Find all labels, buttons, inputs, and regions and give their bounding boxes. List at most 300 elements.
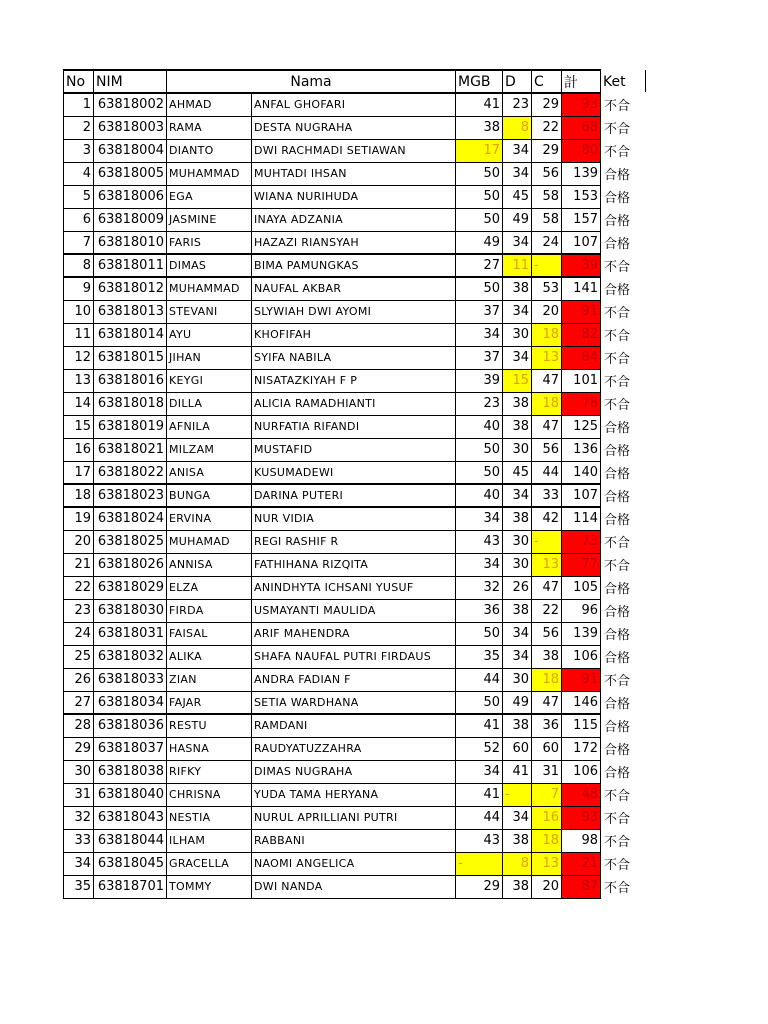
cell-nim: 63818009: [94, 208, 167, 231]
cell-c: 20: [532, 300, 562, 323]
cell-d: 26: [503, 576, 532, 599]
cell-no: 28: [64, 714, 94, 737]
cell-total: 82: [562, 323, 601, 346]
cell-c: 47: [532, 415, 562, 438]
cell-c: 33: [532, 484, 562, 507]
cell-no: 31: [64, 783, 94, 806]
cell-ket: 不合: [604, 306, 631, 321]
cell-first-name: ERVINA: [167, 507, 252, 530]
cell-first-name: BUNGA: [167, 484, 252, 507]
cell-total: 106: [562, 645, 601, 668]
cell-first-name: AFNILA: [167, 415, 252, 438]
cell-d: 60: [503, 737, 532, 760]
cell-last-name: HAZAZI RIANSYAH: [252, 231, 456, 254]
cell-nim: 63818002: [94, 93, 167, 116]
cell-last-name: DIMAS NUGRAHA: [252, 760, 456, 783]
cell-no: 22: [64, 576, 94, 599]
cell-c: 29: [532, 139, 562, 162]
cell-c: 18: [532, 323, 562, 346]
cell-d: -: [503, 783, 532, 806]
cell-no: 30: [64, 760, 94, 783]
cell-d: 49: [503, 208, 532, 231]
cell-last-name: ARIF MAHENDRA: [252, 622, 456, 645]
cell-no: 1: [64, 93, 94, 116]
cell-first-name: DIANTO: [167, 139, 252, 162]
cell-nim: 63818032: [94, 645, 167, 668]
cell-mgb: 50: [456, 162, 503, 185]
cell-last-name: REGI RASHIF R: [252, 530, 456, 553]
cell-last-name: BIMA PAMUNGKAS: [252, 254, 456, 277]
cell-c: 47: [532, 369, 562, 392]
cell-total: 84: [562, 346, 601, 369]
cell-d: 34: [503, 806, 532, 829]
cell-nim: 63818014: [94, 323, 167, 346]
cell-ket: 不合: [604, 812, 631, 827]
cell-d: 38: [503, 829, 532, 852]
cell-d: 38: [503, 875, 532, 898]
cell-total: 73: [562, 530, 601, 553]
cell-first-name: RAMA: [167, 116, 252, 139]
cell-c: 47: [532, 691, 562, 714]
cell-nim: 63818013: [94, 300, 167, 323]
cell-no: 5: [64, 185, 94, 208]
cell-d: 34: [503, 484, 532, 507]
table-row: [64, 806, 656, 829]
cell-total: 101: [562, 369, 601, 392]
cell-mgb: 29: [456, 875, 503, 898]
cell-last-name: INAYA ADZANIA: [252, 208, 456, 231]
cell-ket: 不合: [604, 352, 631, 367]
cell-last-name: SYIFA NABILA: [252, 346, 456, 369]
cell-c: 58: [532, 185, 562, 208]
table-row: [64, 737, 656, 760]
cell-d: 8: [503, 852, 532, 875]
table-row: [64, 300, 656, 323]
cell-total: 77: [562, 553, 601, 576]
cell-ket: 合格: [604, 283, 631, 298]
table-row: [64, 875, 656, 898]
cell-c: 58: [532, 208, 562, 231]
cell-c: 13: [532, 553, 562, 576]
cell-ket: 不合: [604, 559, 631, 574]
cell-mgb: 50: [456, 438, 503, 461]
cell-no: 27: [64, 691, 94, 714]
table-row: [64, 461, 656, 484]
table-row: [64, 622, 656, 645]
cell-nim: 63818044: [94, 829, 167, 852]
cell-ket: 合格: [604, 720, 631, 735]
cell-mgb: 50: [456, 461, 503, 484]
cell-nim: 63818023: [94, 484, 167, 507]
cell-c: 38: [532, 645, 562, 668]
cell-d: 38: [503, 277, 532, 300]
cell-total: 172: [562, 737, 601, 760]
table-row: [64, 507, 656, 530]
cell-mgb: 44: [456, 806, 503, 829]
cell-nim: 63818025: [94, 530, 167, 553]
cell-d: 34: [503, 622, 532, 645]
cell-d: 38: [503, 714, 532, 737]
table-row: [64, 553, 656, 576]
cell-ket: 合格: [604, 237, 631, 252]
cell-total: 139: [562, 162, 601, 185]
cell-total: 106: [562, 760, 601, 783]
header-nim: NIM: [94, 70, 167, 93]
cell-last-name: DESTA NUGRAHA: [252, 116, 456, 139]
table-row: [64, 530, 656, 553]
cell-no: 21: [64, 553, 94, 576]
cell-d: 34: [503, 346, 532, 369]
cell-last-name: USMAYANTI MAULIDA: [252, 599, 456, 622]
cell-first-name: FAISAL: [167, 622, 252, 645]
cell-no: 23: [64, 599, 94, 622]
cell-d: 34: [503, 162, 532, 185]
cell-ket: 合格: [604, 490, 631, 505]
cell-first-name: RESTU: [167, 714, 252, 737]
cell-mgb: -: [456, 852, 503, 875]
cell-last-name: KUSUMADEWI: [252, 461, 456, 484]
cell-last-name: WIANA NURIHUDA: [252, 185, 456, 208]
cell-first-name: FARIS: [167, 231, 252, 254]
cell-c: 7: [532, 783, 562, 806]
table-row: [64, 783, 656, 806]
cell-total: 114: [562, 507, 601, 530]
cell-nim: 63818005: [94, 162, 167, 185]
cell-ket: 合格: [604, 214, 631, 229]
cell-ket: 合格: [604, 766, 631, 781]
header-mgb: MGB: [456, 70, 503, 93]
cell-last-name: SLYWIAH DWI AYOMI: [252, 300, 456, 323]
cell-d: 30: [503, 323, 532, 346]
cell-d: 30: [503, 668, 532, 691]
cell-last-name: MUHTADI IHSAN: [252, 162, 456, 185]
cell-nim: 63818018: [94, 392, 167, 415]
cell-last-name: NAOMI ANGELICA: [252, 852, 456, 875]
cell-first-name: FIRDA: [167, 599, 252, 622]
cell-ket: 合格: [604, 467, 631, 482]
cell-last-name: NURUL APRILLIANI PUTRI: [252, 806, 456, 829]
cell-no: 13: [64, 369, 94, 392]
cell-no: 4: [64, 162, 94, 185]
cell-mgb: 50: [456, 622, 503, 645]
cell-c: 18: [532, 668, 562, 691]
cell-d: 38: [503, 392, 532, 415]
cell-first-name: NESTIA: [167, 806, 252, 829]
cell-c: 56: [532, 622, 562, 645]
cell-no: 16: [64, 438, 94, 461]
cell-first-name: RIFKY: [167, 760, 252, 783]
cell-ket: 不合: [604, 881, 631, 896]
cell-mgb: 39: [456, 369, 503, 392]
cell-c: 53: [532, 277, 562, 300]
cell-first-name: ELZA: [167, 576, 252, 599]
cell-total: 93: [562, 806, 601, 829]
header-ket: Ket: [603, 73, 626, 90]
cell-mgb: 36: [456, 599, 503, 622]
cell-ket: 不合: [604, 99, 631, 114]
cell-d: 30: [503, 553, 532, 576]
header-c: C: [532, 70, 562, 93]
cell-no: 2: [64, 116, 94, 139]
cell-first-name: EGA: [167, 185, 252, 208]
cell-no: 3: [64, 139, 94, 162]
cell-ket: 合格: [604, 444, 631, 459]
cell-no: 6: [64, 208, 94, 231]
table-row: [64, 484, 656, 507]
cell-mgb: 40: [456, 415, 503, 438]
cell-first-name: MILZAM: [167, 438, 252, 461]
cell-d: 30: [503, 438, 532, 461]
cell-c: -: [532, 254, 562, 277]
cell-d: 34: [503, 231, 532, 254]
cell-nim: 63818031: [94, 622, 167, 645]
header-row: [64, 70, 656, 93]
score-table: [63, 69, 656, 899]
table-row: [64, 714, 656, 737]
cell-nim: 63818029: [94, 576, 167, 599]
cell-total: 105: [562, 576, 601, 599]
cell-nim: 63818701: [94, 875, 167, 898]
cell-mgb: 34: [456, 760, 503, 783]
cell-first-name: DIMAS: [167, 254, 252, 277]
cell-no: 10: [64, 300, 94, 323]
cell-c: 13: [532, 346, 562, 369]
table-row: [64, 645, 656, 668]
header-nama: Nama: [167, 70, 456, 93]
cell-total: 91: [562, 668, 601, 691]
cell-nim: 63818016: [94, 369, 167, 392]
cell-no: 35: [64, 875, 94, 898]
cell-ket: 不合: [604, 145, 631, 160]
cell-no: 17: [64, 461, 94, 484]
cell-d: 38: [503, 599, 532, 622]
cell-d: 34: [503, 300, 532, 323]
cell-last-name: DWI RACHMADI SETIAWAN: [252, 139, 456, 162]
cell-ket: 不合: [604, 536, 631, 551]
cell-last-name: NISATAZKIYAH F P: [252, 369, 456, 392]
cell-first-name: AYU: [167, 323, 252, 346]
cell-first-name: ILHAM: [167, 829, 252, 852]
cell-ket: 合格: [604, 191, 631, 206]
cell-last-name: KHOFIFAH: [252, 323, 456, 346]
table-row: [64, 691, 656, 714]
cell-last-name: ALICIA RAMADHIANTI: [252, 392, 456, 415]
cell-total: 98: [562, 829, 601, 852]
cell-d: 30: [503, 530, 532, 553]
cell-last-name: RAMDANI: [252, 714, 456, 737]
cell-nim: 63818010: [94, 231, 167, 254]
cell-first-name: ANNISA: [167, 553, 252, 576]
cell-no: 15: [64, 415, 94, 438]
cell-c: 24: [532, 231, 562, 254]
cell-d: 45: [503, 461, 532, 484]
cell-c: -: [532, 530, 562, 553]
table-row: [64, 254, 656, 277]
cell-nim: 63818038: [94, 760, 167, 783]
cell-ket: 不合: [604, 329, 631, 344]
cell-no: 33: [64, 829, 94, 852]
cell-no: 24: [64, 622, 94, 645]
cell-mgb: 50: [456, 691, 503, 714]
cell-first-name: JIHAN: [167, 346, 252, 369]
cell-d: 15: [503, 369, 532, 392]
cell-last-name: ANDRA FADIAN F: [252, 668, 456, 691]
cell-no: 26: [64, 668, 94, 691]
cell-total: 153: [562, 185, 601, 208]
cell-mgb: 37: [456, 300, 503, 323]
cell-c: 31: [532, 760, 562, 783]
cell-no: 19: [64, 507, 94, 530]
cell-nim: 63818006: [94, 185, 167, 208]
cell-c: 13: [532, 852, 562, 875]
cell-no: 14: [64, 392, 94, 415]
cell-total: 78: [562, 392, 601, 415]
table-row: [64, 599, 656, 622]
cell-no: 32: [64, 806, 94, 829]
cell-first-name: GRACELLA: [167, 852, 252, 875]
cell-d: 41: [503, 760, 532, 783]
cell-d: 45: [503, 185, 532, 208]
cell-total: 107: [562, 231, 601, 254]
cell-no: 34: [64, 852, 94, 875]
cell-c: 42: [532, 507, 562, 530]
cell-ket: 不合: [604, 858, 631, 873]
cell-no: 29: [64, 737, 94, 760]
table-row: [64, 392, 656, 415]
cell-mgb: 50: [456, 185, 503, 208]
cell-d: 38: [503, 415, 532, 438]
cell-ket: 不合: [604, 835, 631, 850]
table-row: [64, 668, 656, 691]
cell-nim: 63818026: [94, 553, 167, 576]
cell-total: 91: [562, 300, 601, 323]
cell-first-name: ANISA: [167, 461, 252, 484]
table-row: [64, 415, 656, 438]
cell-ket: 不合: [604, 398, 631, 413]
cell-c: 16: [532, 806, 562, 829]
cell-mgb: 32: [456, 576, 503, 599]
table-row: [64, 162, 656, 185]
cell-ket: 不合: [604, 260, 631, 275]
cell-mgb: 38: [456, 116, 503, 139]
cell-mgb: 44: [456, 668, 503, 691]
cell-c: 56: [532, 162, 562, 185]
cell-total: 115: [562, 714, 601, 737]
cell-last-name: SETIA WARDHANA: [252, 691, 456, 714]
cell-nim: 63818011: [94, 254, 167, 277]
cell-total: 136: [562, 438, 601, 461]
header-d: D: [503, 70, 532, 93]
cell-d: 11: [503, 254, 532, 277]
cell-last-name: NAUFAL AKBAR: [252, 277, 456, 300]
cell-last-name: RAUDYATUZZAHRA: [252, 737, 456, 760]
cell-no: 20: [64, 530, 94, 553]
header-total: 計: [562, 70, 601, 93]
cell-last-name: DARINA PUTERI: [252, 484, 456, 507]
cell-first-name: JASMINE: [167, 208, 252, 231]
table-row: [64, 93, 656, 116]
table-row: [64, 323, 656, 346]
cell-nim: 63818003: [94, 116, 167, 139]
cell-nim: 63818043: [94, 806, 167, 829]
cell-ket: 合格: [604, 628, 631, 643]
cell-first-name: FAJAR: [167, 691, 252, 714]
table-row: [64, 760, 656, 783]
cell-nim: 63818024: [94, 507, 167, 530]
cell-mgb: 50: [456, 277, 503, 300]
cell-nim: 63818036: [94, 714, 167, 737]
cell-mgb: 41: [456, 714, 503, 737]
cell-no: 12: [64, 346, 94, 369]
cell-ket: 不合: [604, 122, 631, 137]
table-row: [64, 277, 656, 300]
cell-total: 93: [562, 93, 601, 116]
cell-d: 38: [503, 507, 532, 530]
cell-last-name: ANINDHYTA ICHSANI YUSUF: [252, 576, 456, 599]
cell-d: 8: [503, 116, 532, 139]
cell-last-name: NUR VIDIA: [252, 507, 456, 530]
cell-nim: 63818012: [94, 277, 167, 300]
cell-last-name: FATHIHANA RIZQITA: [252, 553, 456, 576]
table-row: [64, 829, 656, 852]
cell-d: 34: [503, 139, 532, 162]
table-row: [64, 438, 656, 461]
cell-no: 8: [64, 254, 94, 277]
cell-mgb: 50: [456, 208, 503, 231]
cell-total: 48: [562, 783, 601, 806]
header-no: No: [64, 70, 94, 93]
cell-mgb: 35: [456, 645, 503, 668]
table-row: [64, 116, 656, 139]
cell-ket: 不合: [604, 789, 631, 804]
cell-nim: 63818004: [94, 139, 167, 162]
cell-c: 56: [532, 438, 562, 461]
cell-total: 68: [562, 116, 601, 139]
cell-mgb: 34: [456, 507, 503, 530]
cell-first-name: ALIKA: [167, 645, 252, 668]
cell-mgb: 34: [456, 323, 503, 346]
cell-total: 141: [562, 277, 601, 300]
cell-no: 7: [64, 231, 94, 254]
table-row: [64, 139, 656, 162]
cell-ket: 合格: [604, 513, 631, 528]
cell-first-name: DILLA: [167, 392, 252, 415]
cell-last-name: ANFAL GHOFARI: [252, 93, 456, 116]
cell-first-name: TOMMY: [167, 875, 252, 898]
table-row: [64, 208, 656, 231]
cell-mgb: 40: [456, 484, 503, 507]
cell-c: 36: [532, 714, 562, 737]
cell-total: 139: [562, 622, 601, 645]
cell-d: 49: [503, 691, 532, 714]
cell-mgb: 43: [456, 530, 503, 553]
cell-c: 22: [532, 599, 562, 622]
cell-ket: 不合: [604, 674, 631, 689]
cell-ket: 合格: [604, 582, 631, 597]
cell-total: 87: [562, 875, 601, 898]
cell-c: 22: [532, 116, 562, 139]
cell-mgb: 41: [456, 783, 503, 806]
cell-last-name: DWI NANDA: [252, 875, 456, 898]
cell-first-name: KEYGI: [167, 369, 252, 392]
cell-last-name: RABBANI: [252, 829, 456, 852]
table-row: [64, 369, 656, 392]
table-row: [64, 576, 656, 599]
cell-first-name: STEVANI: [167, 300, 252, 323]
cell-ket: 合格: [604, 605, 631, 620]
cell-mgb: 27: [456, 254, 503, 277]
table-row: [64, 346, 656, 369]
